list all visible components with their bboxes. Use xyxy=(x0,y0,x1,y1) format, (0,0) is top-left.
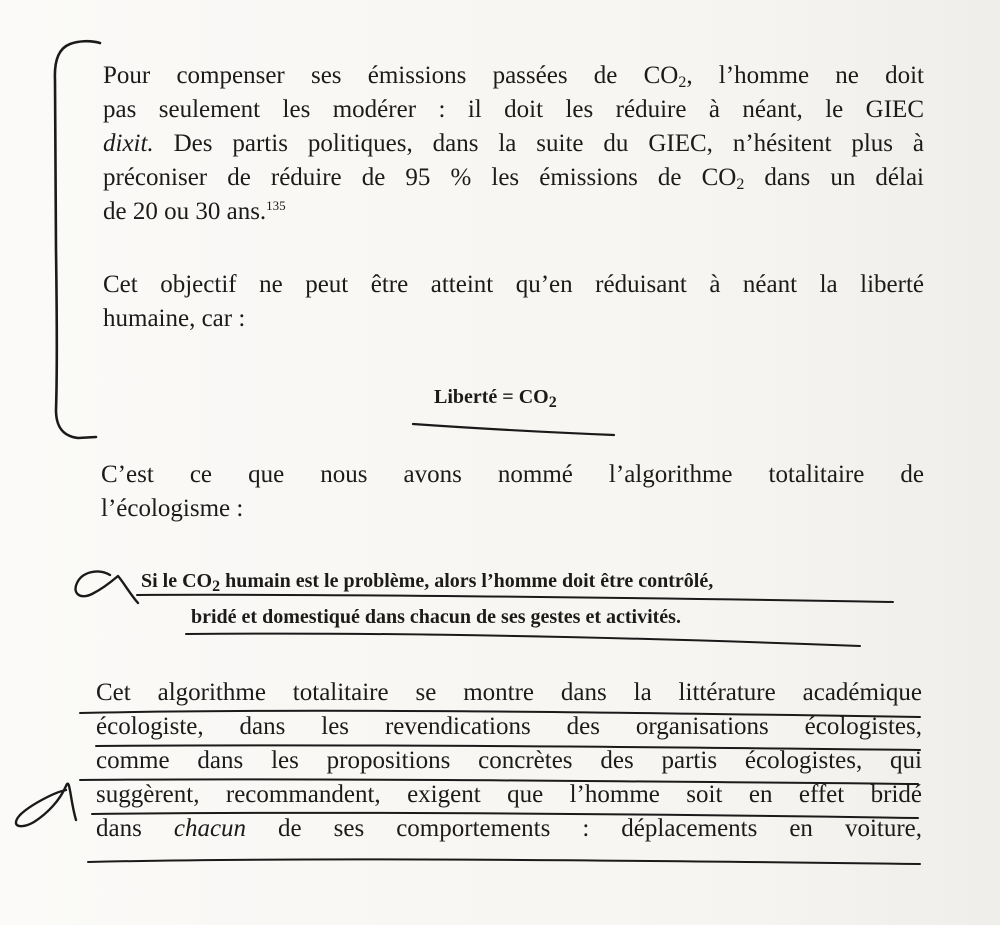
paragraph-3-line-1: C’est ce que nous avons nommé l’algorithme totalitaire de xyxy=(101,461,924,488)
paragraph-4-line-4: suggèrent, recommandent, exigent que l’homme soit en effet bridé xyxy=(96,781,922,808)
paragraph-4-line-2: écologiste, dans les revendications des organisations écologistes, xyxy=(96,713,922,740)
paragraph-1-line-4: préconiser de réduire de 95 % les émissions de $CO_2$ dans un délai xyxy=(103,164,924,193)
paragraph-4-line-5: dans chacun de ses comportements : déplacements en voiture, xyxy=(96,815,923,842)
paragraph-4 xyxy=(96,676,922,846)
paragraph-4-line-3: comme dans les propositions concrètes des partis écologistes, qui xyxy=(96,747,922,774)
para4-underline-5 xyxy=(88,859,920,864)
paragraph-1-line-2: pas seulement les modérer : il doit les réduire à néant, le GIEC xyxy=(103,96,924,123)
maxim-underline-2 xyxy=(186,634,860,646)
alpha-mark-2-icon xyxy=(16,784,76,827)
paragraph-2-line-2: humaine, car : xyxy=(103,305,246,332)
maxim-line-2: bridé et domestiqué dans chacun de ses gestes et activités. xyxy=(191,606,681,628)
formula-liberte-co2: Liberté = $CO_2$ xyxy=(434,386,557,411)
paragraph-2 xyxy=(103,268,924,336)
paragraph-1-line-5: de 20 ou 30 ans.$^{135}$ xyxy=(103,198,286,225)
paragraph-3 xyxy=(101,458,924,526)
maxim-line-1: Si le $CO_2$ humain est le problème, alors l’homme doit être contrôlé, xyxy=(141,570,714,595)
paragraph-1-line-1: Pour compenser ses émissions passées de $CO_2$, l’homme ne doit xyxy=(103,62,924,91)
formula-underline xyxy=(413,424,614,435)
paragraph-3-line-2: l’écologisme : xyxy=(101,495,244,522)
paragraph-2-line-1: Cet objectif ne peut être atteint qu’en réduisant à néant la liberté xyxy=(103,271,924,298)
paragraph-1 xyxy=(103,59,924,229)
footnote-marker: 135 xyxy=(266,198,286,213)
margin-bracket xyxy=(55,41,100,438)
paragraph-1-line-3: dixit. Des partis politiques, dans la suite du GIEC, n’hésitent plus à xyxy=(103,130,924,157)
alpha-mark-1-icon xyxy=(75,572,138,603)
paragraph-4-line-1: Cet algorithme totalitaire se montre dans la littérature académique xyxy=(96,679,922,706)
maxim-underline-1 xyxy=(137,595,893,602)
